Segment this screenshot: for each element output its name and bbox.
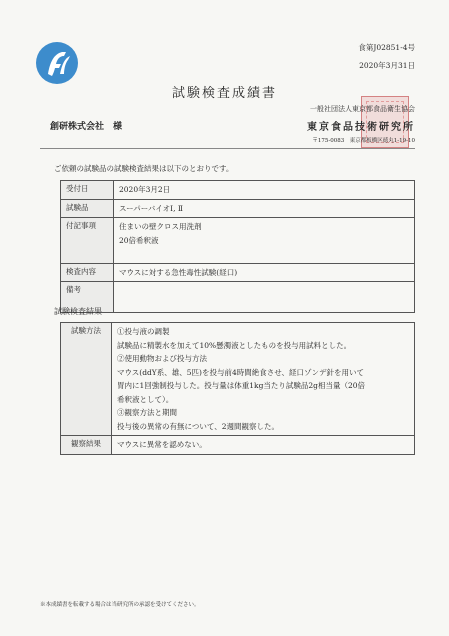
recipient-name: 創研株式会社 様 — [50, 122, 123, 132]
row-value: 住まいの壁クロス用洗剤 20倍希釈液 — [114, 218, 415, 264]
result-content: マウスに異常を認めない。 — [112, 436, 415, 455]
row-label: 検査内容 — [61, 263, 114, 282]
row-label: 備考 — [61, 282, 114, 313]
table-row — [61, 436, 415, 455]
method-content: ①投与液の調製 試験品に精製水を加えて10%懸濁液としたものを投与用試料とした。 ②使用動物および投与方法 マウス(ddY系、雄、5匹)を投与前4時間絶食させ、経口ゾンデ針を用いて 胃内に1回強制投与した。投与量は体重1kg当たり試験品2g相当量（20倍 希釈液として）。 ③観察方法と期間 投与後の異常の有無について、2週間観察した。 — [112, 323, 415, 436]
issuer-block — [265, 104, 415, 144]
header-divider — [40, 148, 415, 149]
row-value: 2020年3月2日 — [114, 181, 415, 200]
sample-info-table — [60, 180, 415, 313]
intro-text: ご依頼の試験品の試験検査結果は以下のとおりです。 — [54, 164, 234, 173]
issuer-name: 東京食品技術研究所 — [307, 122, 415, 133]
row-label: 付記事項 — [61, 218, 114, 264]
row-value: マウスに対する急性毒性試験(経口) — [114, 263, 415, 282]
method-label: 試験方法 — [61, 323, 112, 436]
row-value — [114, 282, 415, 313]
institute-logo-icon — [34, 40, 80, 86]
row-label: 受付日 — [61, 181, 114, 200]
footnote: ※本成績書を転載する場合は当研究所の承認を受けてください。 — [40, 602, 200, 608]
issue-date: 2020年3月31日 — [359, 61, 415, 70]
table-row — [61, 218, 415, 264]
results-table — [60, 322, 415, 455]
issuer-org-type: 一般社団法人東京都食品衛生協会 — [310, 105, 415, 113]
issuer-address: 〒175-0083 東京都板橋区徳丸1-19-10 — [312, 138, 415, 144]
table-row — [61, 323, 415, 436]
row-value: スーパーバイオⅠ, Ⅱ — [114, 199, 415, 218]
table-row — [61, 282, 415, 313]
page-title: 試験検査成績書 — [171, 86, 277, 101]
results-heading: 試験検査結果 — [54, 307, 102, 316]
table-row — [61, 199, 415, 218]
table-row — [61, 263, 415, 282]
document-number: 食第J02851-4号 — [358, 43, 415, 52]
table-row — [61, 181, 415, 200]
row-label: 試験品 — [61, 199, 114, 218]
result-label: 観察結果 — [61, 436, 112, 455]
